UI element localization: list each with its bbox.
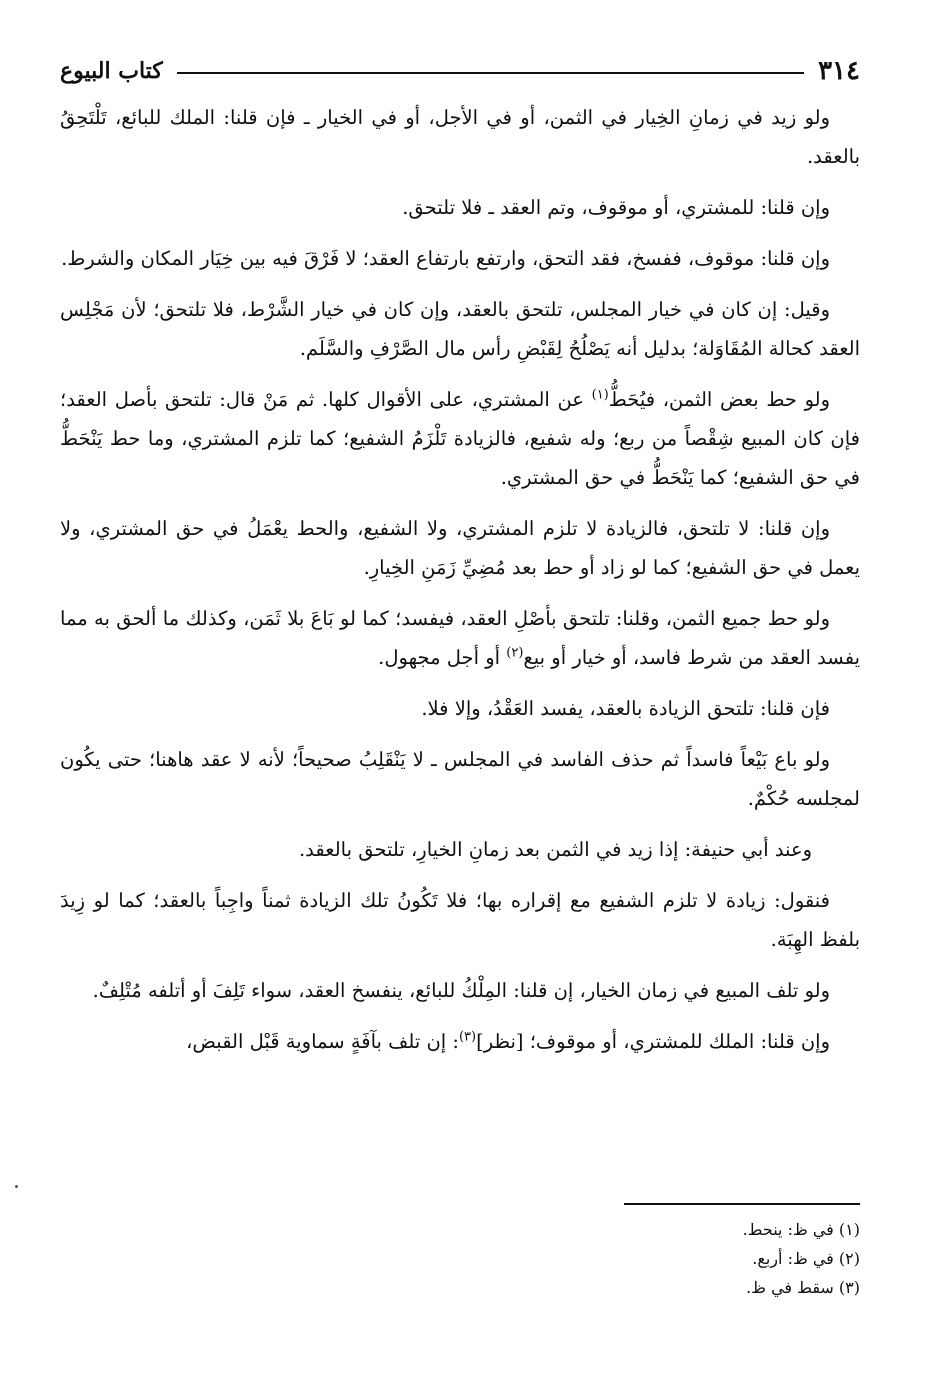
footnote-separator: [624, 1203, 860, 1205]
paragraph-text: ولو حط جميع الثمن، وقلنا: تلتحق بأصْلِ العقد، فيفسد؛ كما لو بَاعَ بلا ثَمَن، وكذلك ما ألحق به مما يفسد العقد من شرط فاسد، أو خيار أو بيع: [60, 607, 860, 669]
scan-speck: [15, 1185, 18, 1188]
paragraph: [60, 1022, 860, 1061]
paragraph-text: أو أجل مجهول.: [378, 646, 501, 669]
paragraph: ولو تلف المبيع في زمان الخيار، إن قلنا: المِلْكُ للبائع، ينفسخ العقد، سواء تَلِفَ أو أتلفه مُتْلِفٌ.: [92, 979, 830, 1002]
footnotes: [60, 1215, 860, 1302]
paragraph: ولو زيد في زمانِ الخِيار في الثمن، أو في الأجل، أو في الخيار ـ فإن قلنا: الملك للبائع، تَلْتَحِقُ بالعقد.: [60, 106, 860, 168]
paragraph: وعند أبي حنيفة: إذا زيد في الثمن بعد زمانِ الخيارِ، تلتحق بالعقد.: [298, 838, 812, 861]
header-rule: [177, 72, 804, 74]
paragraph-text: عن المشتري، على الأقوال كلها. ثم مَنْ قال: تلتحق بأصل العقد؛ فإن كان المبيع شِقْصاً من ربع؛ وله شفيع، فالزيادة تَلْزَمُ الشفيع؛ كما تلزم المشتري، وما حط يَنْحَطُّ في حق الشفيع؛ كما يَنْحَطُّ في حق المشتري.: [60, 388, 860, 489]
page-number: ٣١٤: [818, 56, 860, 86]
footnote: (٢) في ظ: أربع.: [752, 1249, 860, 1268]
paragraph: فإن قلنا: تلتحق الزيادة بالعقد، يفسد العَقْدُ، وإلا فلا.: [421, 697, 830, 720]
footnote: (٣) سقط في ظ.: [746, 1278, 860, 1297]
paragraph: وقيل: إن كان في خيار المجلس، تلتحق بالعقد، وإن كان في خيار الشَّرْط، فلا تلتحق؛ لأن مَجْلِس العقد كحالة المُقَاوَلة؛ بدليل أنه يَصْلُحُ لِقَبْضِ رأس مال الصَّرْفِ والسَّلَم.: [60, 298, 860, 360]
running-header: [60, 56, 860, 86]
paragraph: ولو باع بَيْعاً فاسداً ثم حذف الفاسد في المجلس ـ لا يَنْقَلِبُ صحيحاً؛ لأنه لا عقد هاهنا؛ حتى يكُون لمجلسه حُكْمٌ.: [60, 748, 860, 810]
footnote: (١) في ظ: ينحط.: [742, 1220, 860, 1239]
footnote-reference: (١): [591, 387, 609, 403]
bracketed-note: [نظر]: [476, 1030, 524, 1053]
paragraph-text: وإن قلنا: الملك للمشتري، أو موقوف؛: [529, 1030, 830, 1053]
paragraph-text: ولو حط بعض الثمن، فيُحَطُّ: [608, 388, 831, 411]
paragraph-text: : إن تلف بآفَةٍ سماوية قَبْل القبض،: [186, 1030, 459, 1053]
paragraph: [60, 380, 860, 497]
footnote-reference: (٣): [458, 1029, 477, 1045]
main-text: [60, 98, 860, 1073]
paragraph: وإن قلنا: موقوف، ففسخ، فقد التحق، وارتفع بارتفاع العقد؛ لا فَرْقَ فيه بين خِيَار المكان والشرط.: [61, 247, 830, 270]
paragraph: فنقول: زيادة لا تلزم الشفيع مع إقراره بها؛ فلا تَكُونُ تلك الزيادة ثمناً واجِباً بالعقد؛ كما لو زِيدَ بلفظ الهِبَة.: [60, 889, 860, 951]
footnote-reference: (٢): [506, 645, 524, 661]
paragraph: [60, 599, 860, 677]
paragraph: وإن قلنا: للمشتري، أو موقوف، وتم العقد ـ فلا تلتحق.: [402, 196, 830, 219]
book-title: كتاب البيوع: [60, 58, 163, 84]
paragraph: وإن قلنا: لا تلتحق، فالزيادة لا تلزم المشتري، ولا الشفيع، والحط يعْمَلُ في حق المشتري، ولا يعمل في حق الشفيع؛ كما لو زاد أو حط بعد مُضِيِّ زَمَنِ الخِيارِ.: [60, 517, 860, 579]
